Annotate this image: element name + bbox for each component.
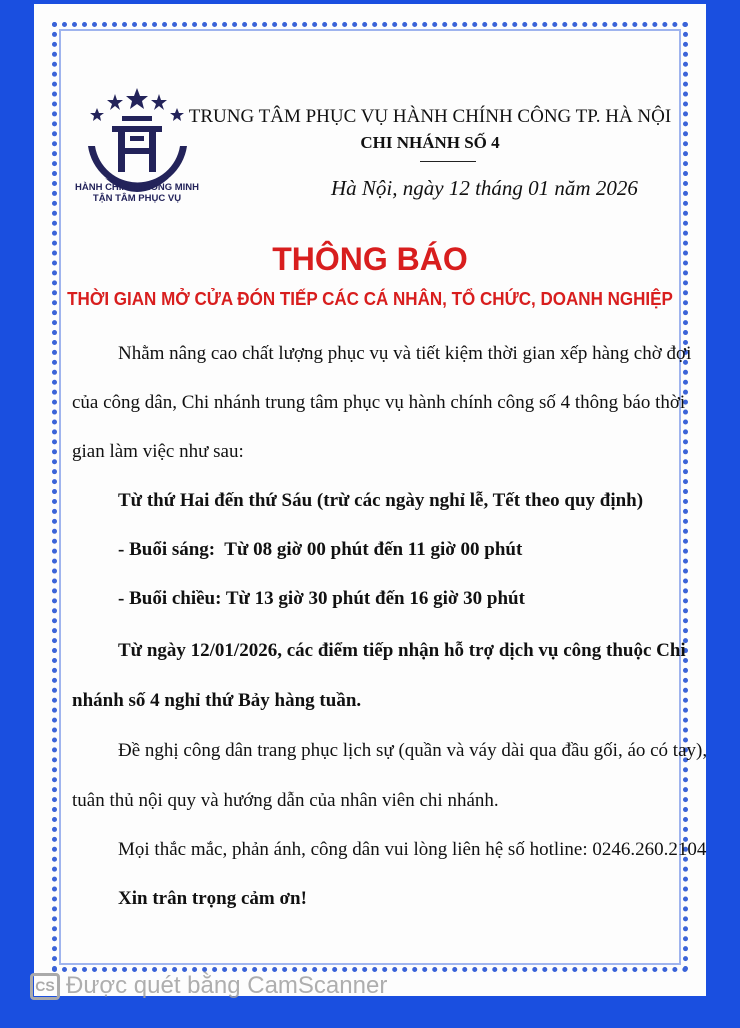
- dress-code-2: tuân thủ nội quy và hướng dẫn của nhân viên chi nhánh.: [72, 790, 499, 811]
- logo-slogan-1: HÀNH CHÍNH THÔNG MINH: [74, 182, 200, 193]
- camscanner-watermark: [30, 972, 387, 1000]
- paragraph-intro-3: gian làm việc như sau:: [72, 441, 244, 462]
- morning-hours: - Buổi sáng: Từ 08 giờ 00 phút đến 11 giờ 00 phút: [118, 539, 523, 560]
- date-line: Hà Nội, ngày 12 tháng 01 năm 2026: [331, 176, 638, 200]
- working-days: Từ thứ Hai đến thứ Sáu (trừ các ngày nghỉ lễ, Tết theo quy định): [118, 490, 644, 511]
- organization-name: TRUNG TÂM PHỤC VỤ HÀNH CHÍNH CÔNG TP. HÀ NỘI: [188, 106, 672, 127]
- logo-slogan-2: TẬN TÂM PHỤC VỤ: [92, 193, 182, 204]
- afternoon-hours: - Buổi chiều: Từ 13 giờ 30 phút đến 16 giờ 30 phút: [118, 588, 525, 609]
- divider: [420, 161, 476, 162]
- hotline-text: Mọi thắc mắc, phản ánh, công dân vui lòng liên hệ số hotline: 0246.260.2104: [118, 839, 707, 860]
- camscanner-icon: CS: [30, 973, 60, 1000]
- notice-subtitle: THỜI GIAN MỞ CỬA ĐÓN TIẾP CÁC CÁ NHÂN, TỔ CHỨC, DOANH NGHIỆP: [67, 288, 673, 309]
- saturday-notice-2: nhánh số 4 nghỉ thứ Bảy hàng tuần.: [72, 690, 362, 711]
- dress-code-1: Đề nghị công dân trang phục lịch sự (quần và váy dài qua đầu gối, áo có tay),: [118, 740, 708, 761]
- saturday-notice-1: Từ ngày 12/01/2026, các điểm tiếp nhận hỗ trợ dịch vụ công thuộc Chi: [118, 640, 686, 661]
- thanks-text: Xin trân trọng cảm ơn!: [118, 888, 307, 909]
- paragraph-intro-2: của công dân, Chi nhánh trung tâm phục vụ hành chính công số 4 thông báo thời: [72, 392, 686, 413]
- paragraph-intro-1: Nhằm nâng cao chất lượng phục vụ và tiết kiệm thời gian xếp hàng chờ đợi: [118, 343, 692, 364]
- branch-name: CHI NHÁNH SỐ 4: [360, 133, 500, 152]
- watermark-text: Được quét bằng CamScanner: [66, 972, 388, 999]
- notice-title: THÔNG BÁO: [272, 241, 468, 277]
